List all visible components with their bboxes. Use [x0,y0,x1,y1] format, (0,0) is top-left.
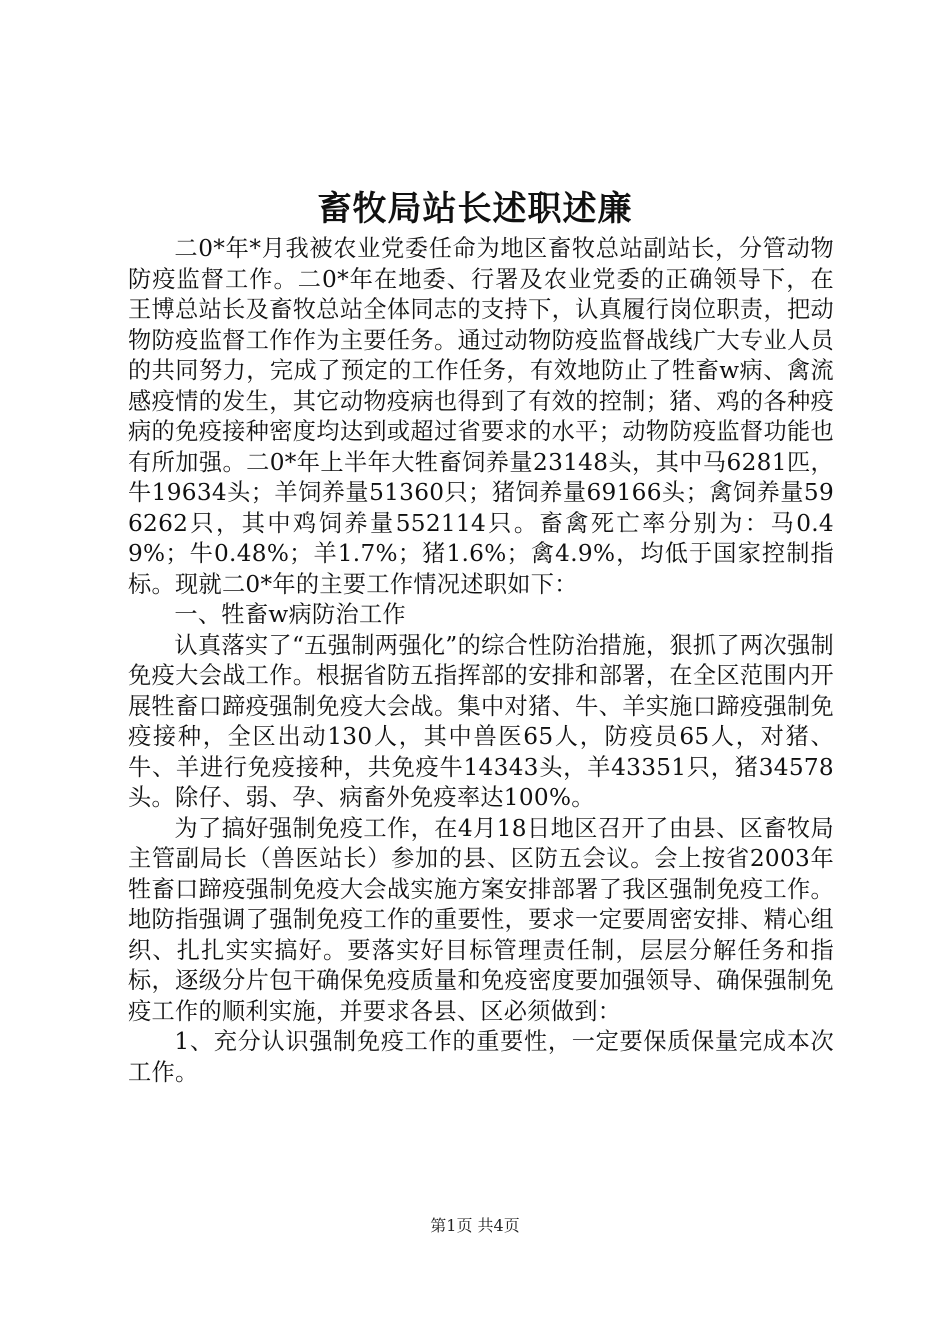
document-body [128,234,834,1088]
section-heading-1: 一、牲畜w病防治工作 [174,601,406,628]
paragraph-section-1: 认真落实了“五强制两强化”的综合性防治措施，狠抓了两次强制免疫大会战工作。根据省防五指挥部的安排和部署，在全区范围内开展牲畜口蹄疫强制免疫大会战。集中对猪、牛、羊实施口蹄疫强制免疫接种，全区出动130人，其中兽医65人，防疫员65人，对猪、牛、羊进行免疫接种，共免疫牛14343头，羊43351只，猪34578头。除仔、弱、孕、病畜外免疫率达100%。 [128,631,834,811]
list-item-1: 1、充分认识强制免疫工作的重要性，一定要保质保量完成本次工作。 [128,1028,834,1086]
document-title: 畜牧局站长述职述廉 [317,189,633,229]
paragraph-intro: 二0*年*月我被农业党委任命为地区畜牧总站副站长，分管动物防疫监督工作。二0*年在地委、行署及农业党委的正确领导下，在王博总站长及畜牧总站全体同志的支持下，认真履行岗位职责，把动物防疫监督工作作为主要任务。通过动物防疫监督战线广大专业人员的共同努力，完成了预定的工作任务，有效地防止了牲畜w病、禽流感疫情的发生，其它动物疫病也得到了有效的控制；猪、鸡的各种疫病的免疫接种密度均达到或超过省要求的水平；动物防疫监督功能也有所加强。二0*年上半年大牲畜饲养量23148头，其中马6281匹，牛19634头；羊饲养量51360只；猪饲养量69166头；禽饲养量596262只，其中鸡饲养量552114只。畜禽死亡率分别为：马0.49%；牛0.48%；羊1.7%；猪1.6%；禽4.9%，均低于国家控制指标。现就二0*年的主要工作情况述职如下： [128,235,834,598]
paragraph-meeting: 为了搞好强制免疫工作，在4月18日地区召开了由县、区畜牧局主管副局长（兽医站长）参加的县、区防五会议。会上按省2003年牲畜口蹄疫强制免疫大会战实施方案安排部署了我区强制免疫工作。地防指强调了强制免疫工作的重要性，要求一定要周密安排、精心组织、扎扎实实搞好。要落实好目标管理责任制，层层分解任务和指标，逐级分片包干确保免疫质量和免疫密度要加强领导、确保强制免疫工作的顺利实施，并要求各县、区必须做到： [128,814,834,1025]
page-number-footer: 第1页 共4页 [430,1216,520,1235]
